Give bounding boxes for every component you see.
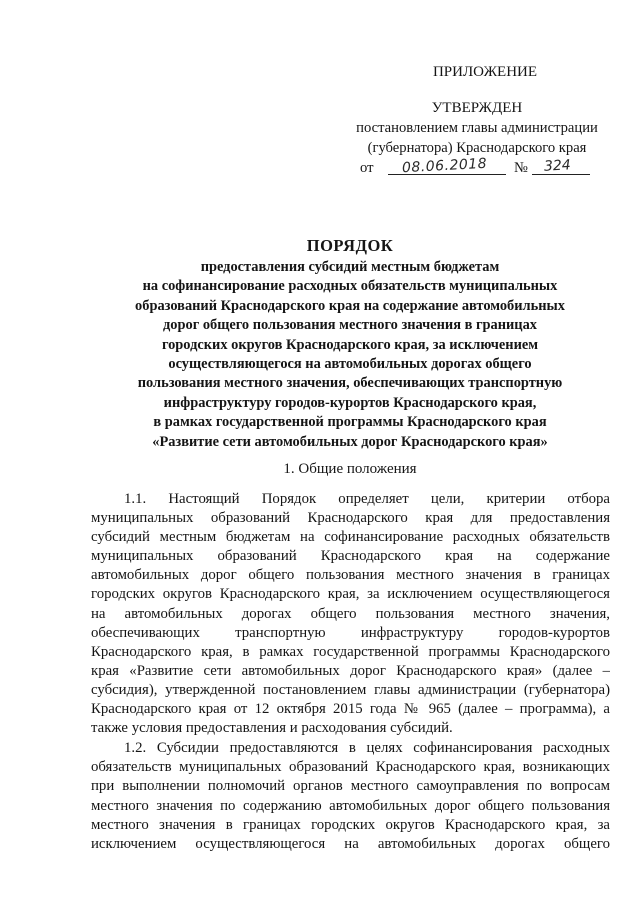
ref-from-label: от — [360, 160, 374, 176]
document-title: ПОРЯДОК — [306, 236, 394, 255]
subtitle-line: на софинансирование расходных обязательств муниципальных — [142, 278, 558, 295]
paragraph-1-line: субсидий местным бюджетам на софинансирование расходных обязательств — [91, 529, 610, 546]
paragraph-1-line: 1.1. Настоящий Порядок определяет цели, критерии отбора — [124, 491, 610, 507]
section-body — [91, 490, 610, 854]
subtitle-line: образований Краснодарского края на содержание автомобильных — [135, 297, 565, 314]
paragraph-1-line: Краснодарского края от 12 октября 2015 года № 965 (далее – программа), а — [91, 701, 610, 718]
subtitle-line: дорог общего пользования местного значения в границах — [163, 317, 537, 334]
paragraph-1-line: обеспечивающих транспортную инфраструктуру городов-курортов — [91, 624, 610, 641]
subtitle-line: городских округов Краснодарского края, за исключением — [161, 336, 539, 353]
subtitle-line: предоставления субсидий местным бюджетам — [200, 259, 500, 275]
approved-label: УТВЕРЖДЕН — [431, 100, 523, 116]
subtitle-line: в рамках государственной программы Краснодарского края — [153, 414, 547, 431]
paragraph-2-line: 1.2. Субсидии предоставляются в целях софинансирования расходных — [124, 740, 610, 757]
paragraph-1-line: субсидия), утвержденной постановлением главы администрации (губернатора) — [91, 681, 610, 698]
subtitle-line: «Развитие сети автомобильных дорог Краснодарского края» — [152, 433, 548, 450]
paragraph-2-line: местного значения в границах городских округов Краснодарского края, за — [91, 816, 610, 833]
paragraph-1-line: Краснодарского края, в рамках государственной программы Краснодарского — [91, 643, 610, 660]
appendix-label: ПРИЛОЖЕНИЕ — [432, 64, 538, 80]
subtitle-line: осуществляющегося на автомобильных дорогах общего — [168, 356, 532, 373]
document-subtitle — [80, 258, 620, 452]
number-sign: № — [514, 160, 528, 176]
paragraph-2-line: исключением осуществляющегося на автомобильных дорогах общего — [91, 835, 610, 852]
approved-by-line-1: постановлением главы администрации — [356, 120, 598, 136]
section-heading: 1. Общие положения — [283, 461, 417, 477]
paragraph-2-line: местного значения по содержанию автомобильных дорог общего пользования — [91, 797, 610, 814]
paragraph-1-line: на автомобильных дорогах общего пользования местного значения, — [91, 605, 610, 622]
paragraph-1-line: края «Развитие сети автомобильных дорог Краснодарского края» (далее – — [91, 662, 610, 679]
paragraph-1-line: муниципальных образований Краснодарского края на содержание — [91, 548, 610, 565]
paragraph-1-line: городских округов Краснодарского края, за исключением осуществляющегося — [91, 586, 610, 603]
subtitle-line: инфраструктуру городов-курортов Краснодарского края, — [163, 394, 537, 411]
paragraph-2-line: при выполнении полномочий органов местного самоуправления по вопросам — [91, 778, 610, 795]
paragraph-1-line: муниципальных образований Краснодарского края для предоставления — [91, 510, 610, 527]
approval-stamp — [346, 62, 608, 180]
paragraph-2-line: обязательств муниципальных образований Краснодарского края, возникающих — [91, 759, 610, 776]
subtitle-line: пользования местного значения, обеспечивающих транспортную — [137, 375, 563, 392]
paragraph-1-line: автомобильных дорог общего пользования местного значения в границах — [91, 567, 610, 584]
handwritten-number: 324 — [543, 157, 572, 175]
handwritten-date: 08.06.2018 — [401, 155, 488, 177]
document-title-block — [80, 236, 620, 452]
approved-by-line-2: (губернатора) Краснодарского края — [367, 140, 587, 156]
paragraph-1-line: также условия предоставления и расходования субсидий. — [91, 720, 453, 737]
decree-reference — [346, 155, 608, 180]
